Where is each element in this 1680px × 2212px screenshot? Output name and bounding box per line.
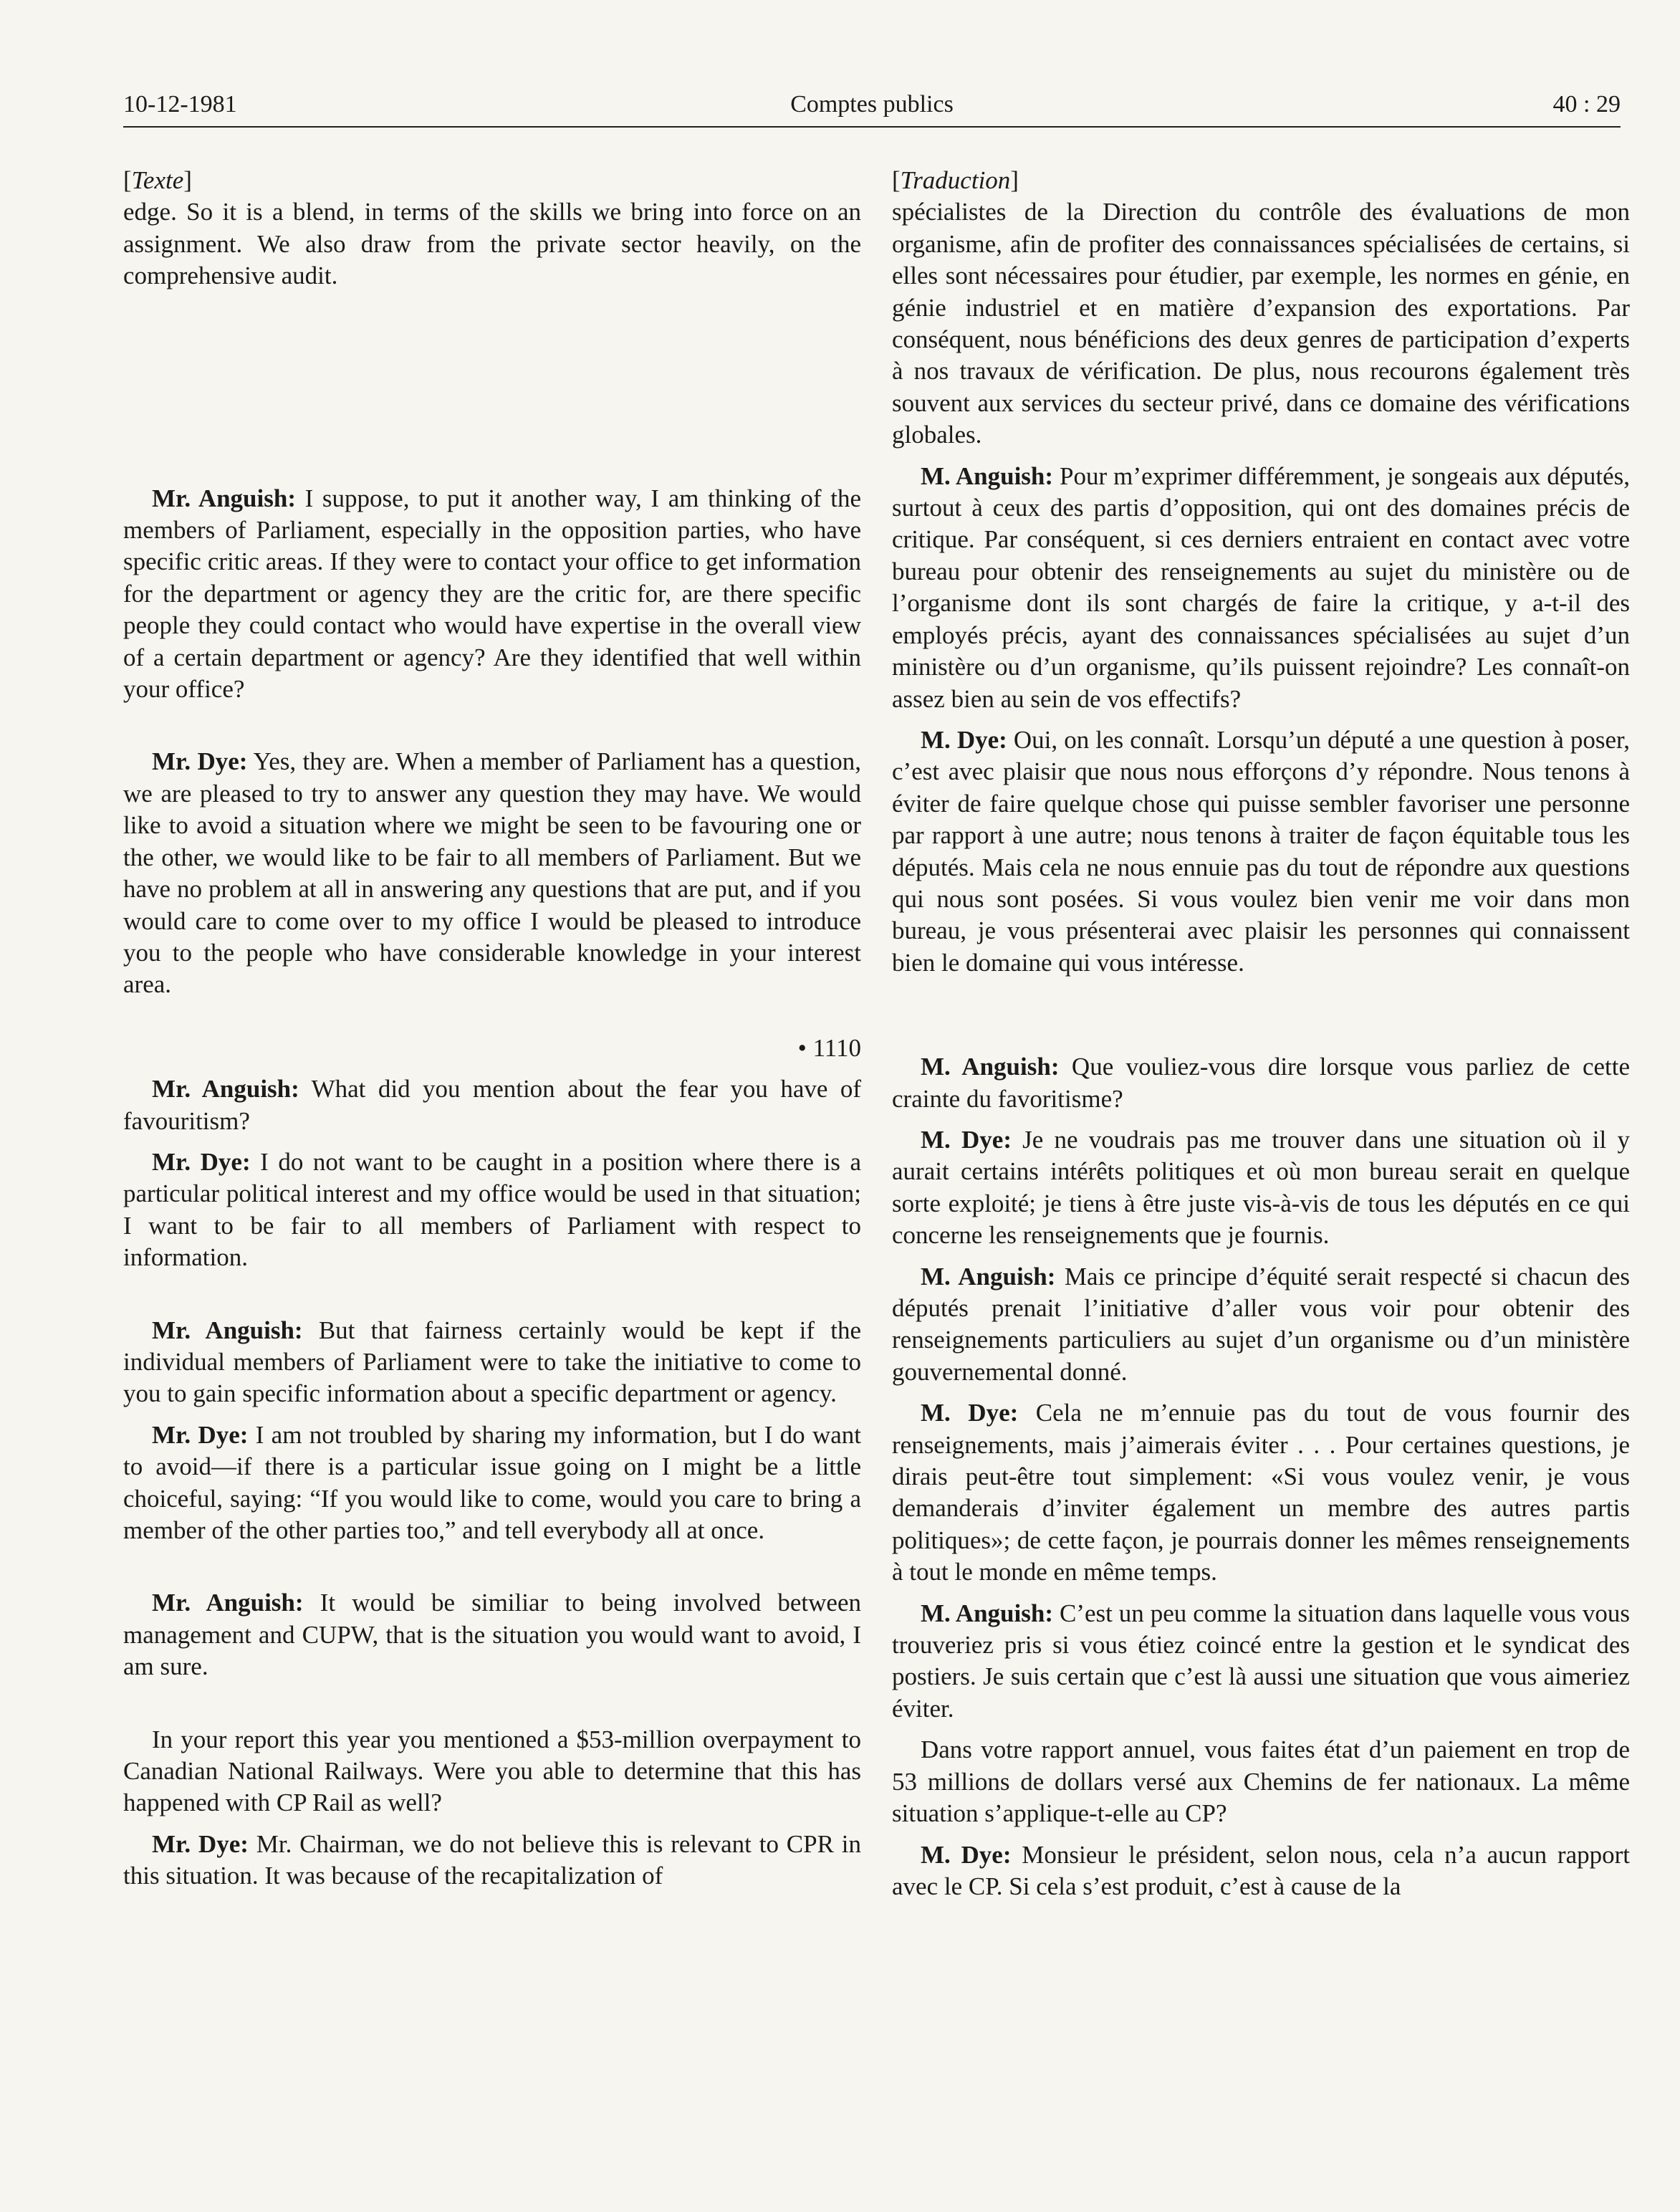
header-title: Comptes publics	[790, 91, 954, 118]
paragraph: Mr. Anguish: What did you mention about the fear you have of favouritism?	[123, 1075, 861, 1135]
header-rule	[123, 126, 1621, 128]
paragraph: M. Dye: Cela ne m’ennuie pas du tout de vous fournir des renseignements, mais j’aimerais éviter . . . Pour certaines questions, je dirais peut-être tout simplement: «Si vous voulez venir, je vous demanderais d’inviter également un membre des autres partis politiques»; de cette façon, je pourrais donner les mêmes renseignements à tout le monde en même temps.	[892, 1399, 1630, 1586]
paragraph: Mr. Anguish: It would be similiar to being involved between management and CUPW, that is the situation you would want to avoid, I am sure.	[123, 1589, 861, 1681]
paragraph: M. Dye: Oui, on les connaît. Lorsqu’un député a une question à poser, c’est avec plaisir que nous nous efforçons d’y répondre. Nous tenons à éviter de faire quelque chose qui puisse sembler favoriser une personne par rapport à une autre; nous tenons à traiter de façon équitable tous les députés. Mais cela ne nous ennuie pas du tout de répondre aux questions qui nous sont posées. Si vous voulez bien venir me voir dans mon bureau, je vous présenterai avec plaisir les personnes qui connaissent bien le domaine qui vous intéresse.	[892, 725, 1630, 977]
paragraph: spécialistes de la Direction du contrôle des évaluations de mon organisme, afin de profiter des connaissances spécialisées de certains, si elles sont nécessaires pour étudier, par exemple, les normes en génie, en génie industriel et en matière d’expansion des exportations. Par conséquent, nous bénéficions des deux genres de participation d’experts à nos travaux de vérification. De plus, nous recourons également très souvent aux services du secteur privé, dans ce domaine des vérifications globales.	[892, 198, 1630, 449]
paragraph: Mr. Dye: I do not want to be caught in a position where there is a particular political interest and my office would be used in that situation; I want to be fair to all members of Parliament with respect to information.	[123, 1147, 861, 1272]
speaker-name: Mr. Anguish:	[152, 484, 296, 512]
paragraph: Mr. Dye: Yes, they are. When a member of Parliament has a question, we are pleased to try to answer any question they may have. We would like to avoid a situation where we might be seen to be favouring one or the other, we would like to be fair to all members of Parliament. But we have no problem at all in answering any questions that are put, and if you would care to come over to my office I would be pleased to introduce you to the people who have considerable knowledge in your interest area.	[123, 747, 861, 999]
speaker-name: Mr. Anguish:	[152, 1316, 303, 1344]
column-label: [Texte]	[123, 166, 192, 194]
paragraph: Dans votre rapport annuel, vous faites état d’un paiement en trop de 53 millions de dollars versé aux Chemins de fer nationaux. La même situation s’applique-t-elle au CP?	[892, 1735, 1630, 1828]
header-page-number: 40 : 29	[1552, 91, 1621, 118]
french-column	[892, 165, 1630, 1902]
speaker-name: M. Dye:	[921, 1399, 1019, 1427]
english-column	[123, 165, 861, 1892]
paragraph: Mr. Dye: I am not troubled by sharing my information, but I do want to avoid—if there is a particular issue going on I might be a little choiceful, saying: “If you would like to come, would you care to bring a member of the other parties too,” and tell everybody all at once.	[123, 1420, 861, 1544]
column-label: [Traduction]	[892, 166, 1019, 194]
paragraph: Mr. Dye: Mr. Chairman, we do not believe this is relevant to CPR in this situation. It was because of the recapitalization of	[123, 1829, 861, 1890]
running-header	[123, 89, 1621, 125]
time-marker: • 1110	[797, 1033, 861, 1062]
paragraph: M. Anguish: Que vouliez-vous dire lorsque vous parliez de cette crainte du favoritisme?	[892, 1053, 1631, 1113]
paragraph: In your report this year you mentioned a $53-million overpayment to Canadian National Railways. Were you able to determine that this has happened with CP Rail as well?	[123, 1725, 861, 1817]
paragraph: M. Dye: Je ne voudrais pas me trouver dans une situation où il y aurait certains intérêts politiques et où mon bureau serait en quelque sorte exploité; je tiens à être juste vis-à-vis de tous les députés en ce qui concerne les renseignements que je fournis.	[892, 1125, 1630, 1250]
speaker-name: M. Anguish:	[921, 1053, 1060, 1081]
speaker-name: M. Anguish:	[921, 461, 1054, 490]
speaker-name: Mr. Dye:	[152, 1420, 249, 1449]
speaker-name: Mr. Dye:	[152, 747, 248, 776]
speaker-name: Mr. Anguish:	[152, 1589, 304, 1617]
paragraph: M. Anguish: C’est un peu comme la situation dans laquelle vous vous trouveriez pris si vous étiez coincé entre la gestion et le syndicat des postiers. Je suis certain que c’est là aussi une situation que vous aimeriez éviter.	[892, 1599, 1630, 1723]
paragraph: M. Anguish: Pour m’exprimer différemment, je songeais aux députés, surtout à ceux des partis d’opposition, qui ont des domaines précis de critique. Par conséquent, si ces derniers entraient en contact avec votre bureau pour obtenir des renseignements au sujet du ministère ou de l’organisme dont ils sont chargés de faire la critique, y a-t-il des employés précis, ayant des connaissances spécialisées au sujet d’un ministère ou d’un organisme, qu’ils puissent rejoindre? Les connaît-on assez bien au sein de vos effectifs?	[892, 461, 1631, 713]
paragraph: edge. So it is a blend, in terms of the skills we bring into force on an assignment. We also draw from the private sector heavily, on the comprehensive audit.	[123, 198, 861, 290]
speaker-name: M. Anguish:	[921, 1599, 1053, 1627]
paragraph: M. Dye: Monsieur le président, selon nous, cela n’a aucun rapport avec le CP. Si cela s’est produit, c’est à cause de la	[892, 1840, 1630, 1900]
paragraph: M. Anguish: Mais ce principe d’équité serait respecté si chacun des députés prenait l’initiative d’aller vous voir pour obtenir des renseignements particuliers au sujet d’un organisme ou d’un ministère gouvernemental donné.	[892, 1262, 1631, 1386]
speaker-name: M. Dye:	[921, 1840, 1012, 1869]
speaker-name: Mr. Anguish:	[152, 1075, 299, 1103]
speaker-name: M. Dye:	[921, 1125, 1012, 1154]
header-date: 10-12-1981	[123, 91, 237, 118]
speaker-name: Mr. Dye:	[152, 1147, 251, 1176]
speaker-name: M. Anguish:	[921, 1262, 1056, 1291]
speaker-name: M. Dye:	[921, 725, 1007, 754]
paragraph: Mr. Anguish: But that fairness certainly would be kept if the individual members of Parliament were to take the initiative to come to you to gain specific information about a specific department or agency.	[123, 1316, 861, 1408]
speaker-name: Mr. Dye:	[152, 1829, 249, 1858]
paragraph: Mr. Anguish: I suppose, to put it another way, I am thinking of the members of Parliament, especially in the opposition parties, who have specific critic areas. If they were to contact your office to get information for the department or agency they are the critic for, are there specific people they could contact who would have expertise in the overall view of a certain department or agency? Are they identified that well within your office?	[123, 484, 861, 704]
